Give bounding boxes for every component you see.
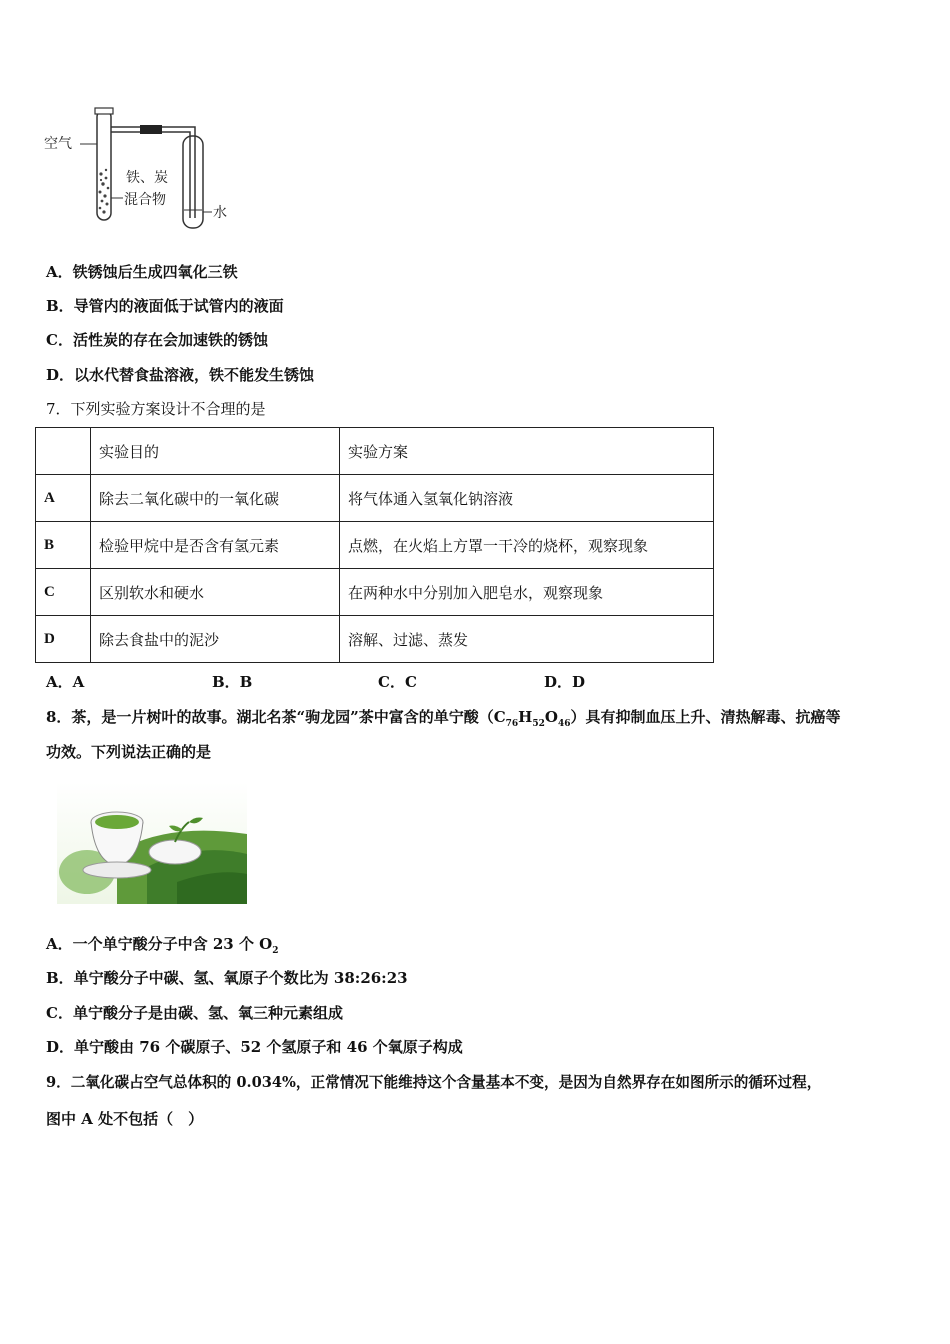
formula-sub-h: 52 — [532, 719, 545, 729]
q9-stem-line2: 图中 A 处不包括（ ） — [46, 1110, 204, 1128]
q8-option-b: B．单宁酸分子中碳、氢、氧原子个数比为 38:26:23 — [46, 969, 408, 987]
q8-stem-part2: ）具有抑制血压上升、清热解毒、抗癌等 — [570, 708, 841, 726]
table-row — [36, 522, 714, 569]
q7-choice-a: A．A — [46, 673, 85, 691]
q7-answer-choices — [46, 671, 710, 692]
table-cell: 将气体通入氢氧化钠溶液 — [340, 475, 714, 522]
table-cell: 在两种水中分别加入肥皂水，观察现象 — [340, 569, 714, 616]
formula-o: O — [544, 708, 558, 726]
q8-option-d: D．单宁酸由 76 个碳原子、52 个氢原子和 46 个氧原子构成 — [46, 1038, 463, 1056]
rubber-connector — [140, 125, 162, 134]
table-cell: 溶解、过滤、蒸发 — [340, 616, 714, 663]
tea-cup-illustration — [57, 782, 247, 904]
q7-choice-c: C．C — [378, 673, 417, 691]
right-test-tube — [183, 136, 203, 228]
label-air: 空气 — [44, 136, 72, 152]
table-cell: A — [36, 475, 91, 522]
table-header-cell: 实验方案 — [340, 428, 714, 475]
q8-option-a — [46, 933, 279, 956]
table-cell: 除去食盐中的泥沙 — [91, 616, 340, 663]
q7-experiment-table — [35, 427, 714, 663]
label-iron-carbon: 铁、炭 — [126, 170, 168, 186]
q8-stem-part1: 8．茶，是一片树叶的故事。湖北名茶“驹龙园”茶中富含的单宁酸（C — [46, 708, 506, 726]
q8-option-a-text: A．一个单宁酸分子中含 23 个 O — [46, 935, 273, 953]
q6-option-b: B．导管内的液面低于试管内的液面 — [46, 297, 284, 315]
q8-option-a-sub: 2 — [272, 946, 279, 956]
table-row — [36, 616, 714, 663]
table-cell: 检验甲烷中是否含有氢元素 — [91, 522, 340, 569]
q6-option-d: D．以水代替食盐溶液，铁不能发生锈蚀 — [46, 366, 315, 384]
table-cell: B — [36, 522, 91, 569]
formula-h: H — [518, 708, 533, 726]
table-cell: D — [36, 616, 91, 663]
q8-stem-line2: 功效。下列说法正确的是 — [46, 743, 212, 761]
left-test-tube — [97, 110, 111, 220]
table-cell: 区别软水和硬水 — [91, 569, 340, 616]
q8-option-c: C．单宁酸分子是由碳、氢、氧三种元素组成 — [46, 1004, 343, 1022]
q9-stem-line1: 9．二氧化碳占空气总体积的 0.034%，正常情况下能维持这个含量基本不变，是因为自然界存在如图所示的循环过程， — [46, 1074, 822, 1091]
formula-sub-o: 46 — [557, 719, 571, 729]
table-row — [36, 569, 714, 616]
rusting-apparatus-diagram — [40, 100, 240, 235]
q7-choice-d: D．D — [544, 673, 586, 691]
table-cell: 点燃，在火焰上方罩一干冷的烧杯，观察现象 — [340, 522, 714, 569]
table-row — [36, 475, 714, 522]
q6-option-c: C．活性炭的存在会加速铁的锈蚀 — [46, 331, 268, 349]
table-header-cell — [36, 428, 91, 475]
table-cell: C — [36, 569, 91, 616]
label-water: 水 — [213, 205, 227, 221]
q7-stem: 7．下列实验方案设计不合理的是 — [46, 400, 266, 418]
table-header-row — [36, 428, 714, 475]
label-mixture: 混合物 — [124, 192, 166, 208]
q8-stem-line1 — [46, 706, 841, 729]
formula-sub-c: 76 — [505, 719, 519, 729]
table-header-cell: 实验目的 — [91, 428, 340, 475]
table-cell: 除去二氧化碳中的一氧化碳 — [91, 475, 340, 522]
iron-carbon-mixture — [99, 169, 110, 214]
q6-option-a: A．铁锈蚀后生成四氧化三铁 — [46, 263, 238, 281]
q7-choice-b: B．B — [212, 673, 253, 691]
